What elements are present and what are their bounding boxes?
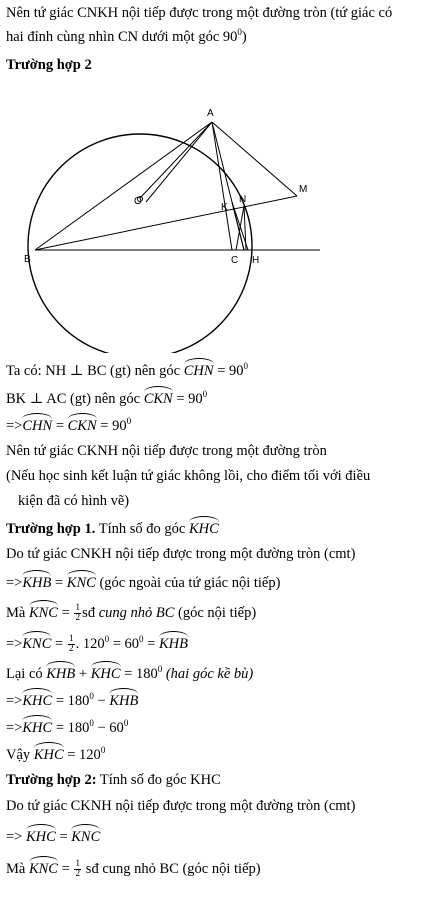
label-c: C (231, 255, 239, 266)
fraction: $\frac{1}{2}$ (75, 859, 81, 880)
label-o: O (134, 196, 142, 207)
segment-ba (35, 122, 212, 250)
text-line: $=>KHC = 180^0$ − KHB (6, 691, 139, 709)
fraction: $\frac{1}{2}$ (75, 603, 81, 624)
section-heading: Trường hợp 2 (6, 57, 92, 73)
label-a: A (207, 108, 214, 119)
text-line: Mà KNC = $\frac{1}{2}$ sđ cung nhỏ BC (góc nội tiếp) (6, 603, 257, 624)
geometry-figure (0, 78, 431, 353)
segment-ah (212, 122, 232, 250)
text-line: $=>KHC = 180^0 - 60^0$ (6, 718, 129, 736)
text-line: Do tứ giác CNKH nội tiếp được trong một đường tròn (cmt) (6, 546, 356, 562)
text-line: Ta có: NH ⊥ BC (gt) nên góc CHN = $90^0$ (6, 361, 248, 379)
text-line: =>KNC = $\frac{1}{2}$ . $120^0 = 60^0$ = KHB (6, 634, 188, 655)
text-line: Lại có KHB + KHC = $180^0$ (hai góc kề bù) (6, 664, 254, 682)
segment-ao-1 (140, 122, 212, 198)
text-line: =>CHN = CKN = $90^0$ (6, 416, 132, 434)
segment-am (212, 122, 297, 196)
segment-kc (232, 202, 244, 250)
text-line: Nên tứ giác CKNH nội tiếp được trong một đường tròn (6, 443, 327, 459)
label-k: K (221, 202, 228, 213)
text-line: Do tứ giác CKNH nội tiếp được trong một đường tròn (cmt) (6, 798, 356, 814)
text-line: BK ⊥ AC (gt) nên góc CKN = $90^0$ (6, 389, 208, 407)
text-line: Mà KNC = $\frac{1}{2}$ sđ cung nhỏ BC (góc nội tiếp) (6, 859, 261, 880)
label-b: B (24, 254, 31, 265)
circle-o (28, 134, 252, 353)
fraction: $\frac{1}{2}$ (68, 634, 74, 655)
segment-bm (35, 196, 297, 250)
label-n: N (239, 194, 247, 205)
text-line: =>KHB = KNC (góc ngoài của tứ giác nội tiếp) (6, 572, 280, 592)
text-line: => KHC = KNC (6, 826, 100, 846)
text-line: hai đỉnh cùng nhìn CN dưới một góc $90^0$) (6, 27, 247, 45)
label-m: M (299, 184, 308, 195)
text-line: Trường hợp 1. Tính số đo góc KHC (6, 518, 219, 538)
text-line: (Nếu học sinh kết luận tứ giác không lồi, cho điểm tối với điều (6, 468, 371, 484)
text-line: kiện đã có hình vẽ) (18, 493, 130, 509)
label-h: H (252, 255, 260, 266)
text-line: Trường hợp 2: Tính số đo góc KHC (6, 772, 221, 788)
text-line: Vậy KHC = $120^0$ (6, 745, 106, 763)
text-line: Nên tứ giác CNKH nội tiếp được trong một đường tròn (tứ giác có (6, 5, 393, 21)
